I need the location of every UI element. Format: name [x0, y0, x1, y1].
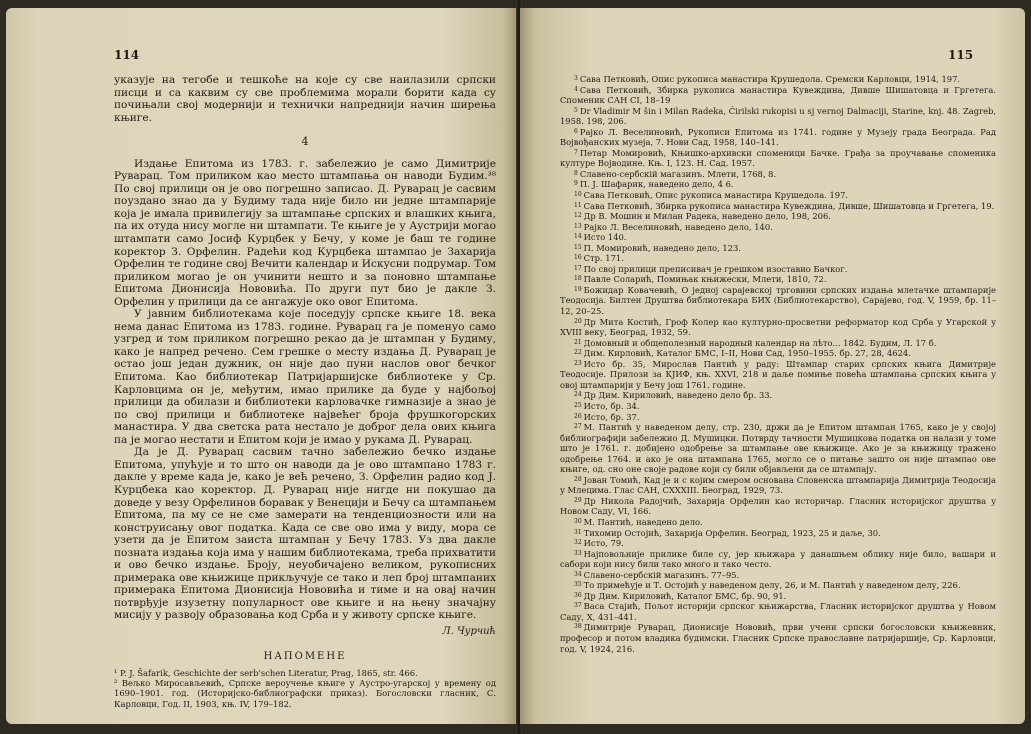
- endnote-text: Др Дим. Кириловић, Каталог БМС, бр. 90, 91.: [583, 590, 787, 601]
- endnote-number: 32: [574, 539, 582, 547]
- endnote: [560, 274, 996, 285]
- endnote-text: Сава Петковић, Збирка рукописа манастира Кувеждина, Дивше, Шишатовца и Гргетега, 19.: [583, 200, 995, 211]
- endnote-text: Сава Петковић, Збирка рукописа манастира Кувеждина, Дивше Шишатовца и Гргетега. Споменик САН CI, 18–19: [560, 84, 996, 106]
- endnote-number: 24: [574, 391, 582, 399]
- endnote-text: Рајко Л. Веселиновић, Рукописи Епитома из 1741. године у Музеју града Београда. Рад Војвођанских музеја, 7. Нови Сад, 1958, 140–141.: [560, 126, 996, 148]
- endnote-number: 33: [574, 549, 582, 557]
- endnote-text: Славено-сербскій магазинъ. Млети, 1768, 8.: [579, 168, 777, 179]
- endnote: [560, 211, 996, 222]
- endnote-text: М. Пантић у наведеном делу, стр. 230, држи да је Епитом штампан 1765, како је у својој библиографији забележио Д. Мушицки. Потврду тачности Мушицкова податка он налази у томе што је 1761. г. добијено одобрење за штампање ове књижице. Ако је за књижицу тражено одобрење 1764. и ако је она штампана 1765, могло се о питање зашто он није штампао ове књиге, од. сно оне своје радове који су били објављени да се штампају.: [560, 422, 996, 475]
- endnote-text: Димитрије Руварац, Дионисије Нововић, први учени српски богословски књижевник, професор и потом владика будимски. Гласник Српске православне патријаршије, Ср. Карловци, год. V, 1924, 216.: [560, 622, 996, 654]
- endnote: [560, 264, 996, 275]
- endnote-text: Славено-сербскій магазинъ. 77–95.: [583, 569, 740, 580]
- endnote-number: 18: [574, 275, 582, 283]
- endnote-number: 8: [574, 169, 578, 177]
- paragraph: Да је Д. Руварац сасвим тачно забележио бечко издање Епитома, упућује и то што он наводи да је ово штампано 1783 г. дакле у време када је, како је већ речено, З. Орфелин радио код Ј. Курцбека као коректор. Д. Руварац није нигде ни покушао да доведе у везу Орфелинов боравак у Венецији и Бечу са штампањем Епитома, па му се не сме замерати на тенденциозности или на конструисању овог податка. Када се све ово има у виду, мора се узети да је Епитом заиста штампан у Бечу 1783. Уз два дакле позната издања која има у нашим библиотекама, треба прихватити и ово бечко издање. Броју, неуобичајено великом, рукописних примерака ове књижице прикључује се тако и леп број штампаних примерака Епитома Дионисија Нововића и тиме и на овај начин потврђује изузетну популарност ове књиге и на њену значајну мисију у развоју образовања код Срба и у животу српске књиге.: [114, 446, 496, 622]
- endnote: [560, 179, 996, 190]
- endnote: [560, 412, 996, 423]
- endnote-number: 28: [574, 475, 582, 483]
- endnote-text: То примећује и Т. Остојић у наведеном делу, 26, и М. Пантић у наведеном делу, 226.: [583, 580, 961, 591]
- endnote-text: Исто, 79.: [583, 538, 624, 549]
- author-signature: Л. Чурчић: [442, 625, 496, 637]
- endnote: [560, 243, 996, 254]
- endnote: [560, 570, 996, 581]
- endnote-number: 14: [574, 233, 582, 241]
- endnote: [560, 232, 996, 243]
- endnote-text: Павле Соларић, Помињак књижески, Млети, 1810, 72.: [583, 274, 827, 285]
- endnote: [560, 422, 996, 475]
- endnote-number: 38: [574, 623, 582, 631]
- paragraph: У јавним библиотекама које поседују српске књиге 18. века нема данас Епитома из 1783. године. Руварац га је поменуо само узгред и том приликом погрешно рекао да је штампан у Будиму, како је напред речено. Сем грешке о месту издања Д. Руварац је остао још један дужник, он није дао пуни наслов овог бечког Епитома. Као библиотекар Патријаршијске библиотеке у Ср. Карловцима он је, међутим, имао прилике да буде у најбољој прилици да обилази и библиотеки карловачке гимназије а знао је по свој прилици и библиотеке највећег броја фрушкогорских манастира. У два светска рата нестало је доброг дела ових књига па је могао нестати и Епитом који је имао у рукама Д. Руварац.: [114, 308, 496, 446]
- endnote-number: 23: [574, 359, 582, 367]
- endnote: [560, 580, 996, 591]
- notes-heading: НАПОМЕНЕ: [263, 650, 347, 662]
- endnote: [560, 496, 996, 517]
- page-number-right: 115: [948, 48, 974, 62]
- endnote: [560, 74, 996, 85]
- endnote-number: 30: [574, 517, 582, 525]
- endnote-text: Исто бр. 35, Мирослав Пантић у раду: Штампар старих српских књига Димитрије Теодосије. Прилози за КЈИФ, књ. XXVI, 218 и даље помиње повећа штампања српских књига у овој штампарији у Бечу још 1761. године.: [560, 358, 996, 390]
- endnote-number: 37: [574, 602, 582, 610]
- endnote: [560, 538, 996, 549]
- endnote: [560, 317, 996, 338]
- endnote-text: Др Никола Радојчић, Захарија Орфелин као историчар. Гласник историјског друштва у Новом Саду, VI, 166.: [560, 495, 996, 517]
- endnote-text: Најповољније прилике биле су, јер књижара у данашњем облику није било, вашари и сабори који нису били тако много и тако често.: [560, 548, 996, 570]
- endnote-text: П. Ј. Шафарик, наведено дело, 4 6.: [579, 179, 734, 190]
- endnote-text: Др В. Мошин и Милан Радека, наведено дело, 198, 206.: [583, 211, 831, 222]
- endnote: [560, 285, 996, 317]
- endnote: [560, 601, 996, 622]
- endnote-number: 25: [574, 401, 582, 409]
- endnote: [560, 201, 996, 212]
- endnote-number: 20: [574, 317, 582, 325]
- endnote: [560, 359, 996, 391]
- endnote-text: П. Момировић, наведено дело, 123.: [583, 242, 741, 253]
- endnote-number: 12: [574, 212, 582, 220]
- endnote: [560, 169, 996, 180]
- endnote-text: М. Пантић, наведено дело.: [583, 516, 703, 527]
- endnote-text: Др Мита Костић, Гроф Колер као културно-просветни реформатор код Срба у Угарской у XVIII веку, Београд, 1932, 59.: [560, 316, 996, 338]
- endnote-text: Исто, бр. 34.: [583, 400, 640, 411]
- endnote-text: Исто, бр. 37.: [583, 411, 640, 422]
- endnote-text: По свој прилици преписивач је грешком изоставио Бачког.: [583, 263, 848, 274]
- endnote: [560, 549, 996, 570]
- endnote-number: 13: [574, 222, 582, 230]
- endnote-text: Исто 140.: [583, 232, 627, 243]
- endnote: [560, 528, 996, 539]
- left-page: [6, 8, 518, 724]
- endnote: [560, 106, 996, 127]
- endnote-number: 35: [574, 581, 582, 589]
- endnote: [560, 591, 996, 602]
- paragraph: Издање Епитома из 1783. г. забележио је само Димитрије Руварац. Том приликом као место штампања он наводи Будим.³⁸ По свој прилици он је ово погрешно записао. Д. Руварац је сасвим поуздано знао да у Будиму тада није било ни једне штампарије која је имала привилегију за штампање српских и влашких књига, па их отуда нису могле ни штампати. Те књиге је у Аустрији могао штампати само Јосиф Курцбек у Бечу, у коме је баш те године коректор З. Орфелин. Радећи код Курцбека штампао је Захарија Орфелин те године свој Вечити календар и Искусни подрумар. Том приликом могао је он учинити нешто и за поновно штампање Епитома Дионисија Нововића. По други пут био је дакле З. Орфелин у прилици да се ангажује око овог Епитома.: [114, 157, 496, 308]
- endnote-text: Сава Петковић, Опис рукописа манастира Крушедола. 197.: [583, 190, 849, 201]
- endnote-number: 11: [574, 201, 582, 209]
- endnote: [560, 622, 996, 654]
- endnote-text: Домовный и общеполезный народный календар на лѣто... 1842. Будим, Л. 17 б.: [583, 337, 937, 348]
- endnote-number: 15: [574, 243, 582, 251]
- endnote-number: 29: [574, 496, 582, 504]
- endnote-text: Петар Момировић, Књишко-архивски споменици Бачке. Грађа за проучавање споменика културе Војводине. Књ. I, 123. Н. Сад. 1957.: [560, 147, 996, 169]
- endnote: [560, 338, 996, 349]
- endnote-number: 34: [574, 570, 582, 578]
- endnote-number: 21: [574, 338, 582, 346]
- endnote-text: Dr Vladimir M šin i Milan Radeka, Ćirilski rukopisi u sj vernoj Dalmaciji, Starine, knj. 48. Zagreb, 1958. 198, 206.: [560, 105, 996, 127]
- endnote-number: 36: [574, 591, 582, 599]
- endnote-text: Божидар Ковачевић, О једној сарајевској трговини српских издања млетачке штампарије Теодосија. Билтен Друштва библиотекара БИХ (Библиотекарство), Сарајево, год. V, 1959, бр. 11–12, 20–25.: [560, 284, 996, 317]
- endnote-text: Сава Петковић, Опис рукописа манастира Крушедола. Сремски Карловци, 1914, 197.: [579, 74, 961, 84]
- endnote: [560, 475, 996, 496]
- endnote-number: 19: [574, 285, 582, 293]
- endnote-text: Др Дим. Кириловић, наведено дело бр. 33.: [583, 390, 773, 401]
- endnote-text: Рајко Л. Веселиновић, наведено дело, 140.: [583, 221, 773, 232]
- endnote-text: Стр. 171.: [583, 253, 624, 264]
- intro-paragraph: указује на тегобе и тешкоће на које су све наилазили српски писци и са каквим су све проблемима морали борити када су почињали свој модернији и технички напреднији начин ширења књиге.: [114, 74, 496, 124]
- endnote-number: 9: [574, 180, 578, 188]
- endnotes-list: [560, 74, 996, 654]
- endnote-number: 26: [574, 412, 582, 420]
- endnote-number: 17: [574, 264, 582, 272]
- left-page-text: [114, 74, 496, 709]
- endnote: [560, 401, 996, 412]
- footnote: ² Вељко Миросављевић, Српске вероучење књиге у Аустро-угарској у времену од 1690–1901. год. (Историјско-библиографски приказ). Богословски гласник, С. Карловци, Год. II, 1903, књ. IV, 179–182.: [114, 678, 496, 709]
- endnote-number: 10: [574, 191, 582, 199]
- endnote-number: 16: [574, 254, 582, 262]
- endnote: [560, 517, 996, 528]
- endnote-number: 22: [574, 349, 582, 357]
- footnote: ¹ P. J. Šafarik, Geschichte der serb'schen Literatur, Prag, 1865, str. 466.: [114, 668, 418, 679]
- endnote: [560, 148, 996, 169]
- endnote-number: 31: [574, 528, 582, 536]
- endnote: [560, 348, 996, 359]
- endnote-number: 5: [574, 106, 578, 114]
- endnote: [560, 222, 996, 233]
- endnote-number: 7: [574, 148, 578, 156]
- endnote-number: 4: [574, 85, 578, 93]
- page-number-left: 114: [114, 48, 140, 62]
- endnote: [560, 127, 996, 148]
- right-page: [520, 8, 1025, 724]
- endnote-text: Јован Томић, Кад је и с којим смером основана Словенска штампарија Димитрија Теодосија у Млецима. Глас САН, CXXXIII. Београд, 1929, 73.: [560, 474, 996, 496]
- endnote-text: Васа Стајић, Пољот историји српског књижарства, Гласник историјског друштва у Новом Саду, Х, 431–441.: [560, 601, 996, 622]
- endnote: [560, 190, 996, 201]
- endnote-text: Тихомир Остојић, Захарија Орфелин. Београд, 1923, 25 и даље, 30.: [583, 527, 881, 538]
- endnote-number: 3: [574, 75, 578, 82]
- endnote: [560, 390, 996, 401]
- endnote: [560, 85, 996, 106]
- endnote-number: 6: [574, 127, 578, 135]
- endnote: [560, 253, 996, 264]
- endnote-text: Дим. Кирловић, Каталог БМС, I–II, Нови Сад, 1950–1955. бр. 27, 28, 4624.: [583, 348, 911, 359]
- section-number: 4: [301, 135, 309, 149]
- endnote-number: 27: [574, 423, 582, 431]
